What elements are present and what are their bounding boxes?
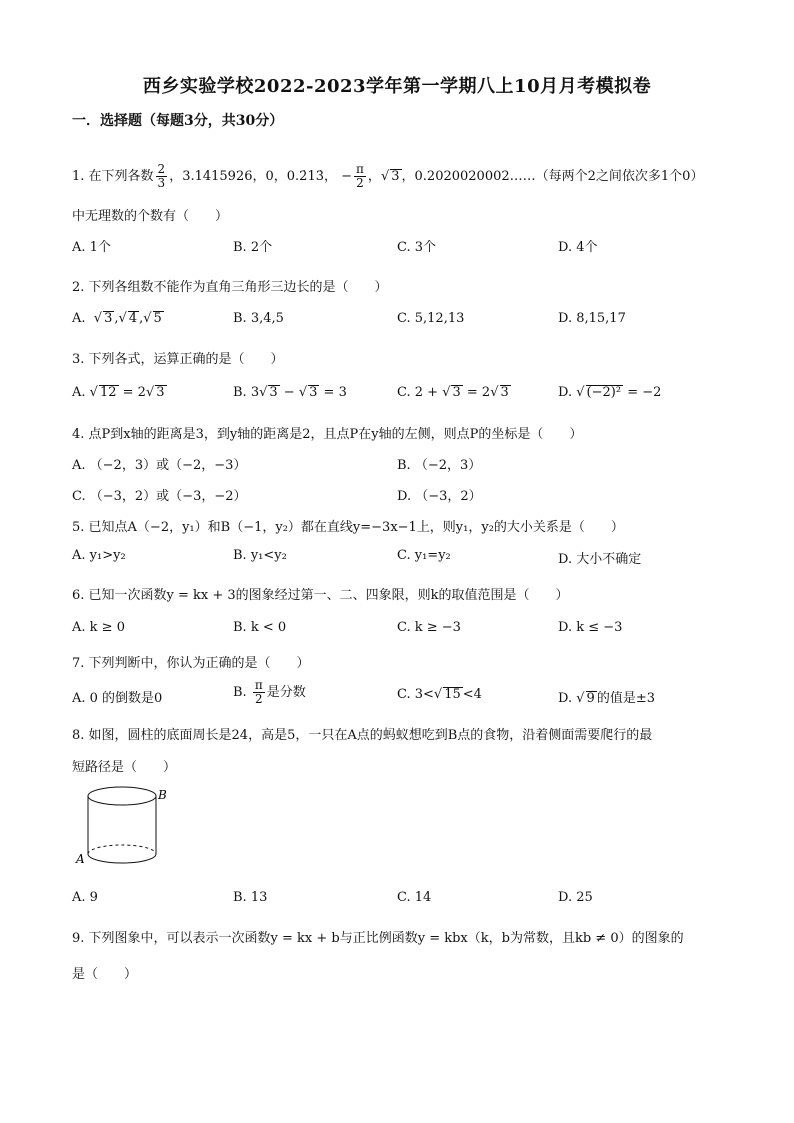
question-2-text: 2. 下列各组数不能作为直角三角形三边长的是（ ） (72, 280, 388, 295)
q5-option-b[interactable]: B. y₁<y₂ (233, 548, 287, 563)
cylinder-bottom-front (88, 854, 156, 863)
q2-option-c[interactable]: C. 5,12,13 (397, 311, 465, 326)
q7-option-c[interactable]: C. 3<√ 15 <4 (397, 687, 482, 702)
question-6-text: 6. 已知一次函数y = kx + 3的图象经过第一、二、四象限，则k的取值范围是（ ） (72, 588, 569, 603)
q1-option-d[interactable]: D. 4个 (558, 240, 598, 255)
q3-option-a[interactable]: A. √ 12 = 2√ 3 (72, 385, 165, 400)
q8-option-d[interactable]: D. 25 (558, 890, 593, 905)
question-1-line-1: 1. 在下列各数 $\frac{2}{3}$ ，3.1415926，0，0.2̇13̇， − $\frac{\pi}{2}$ ，√ 3 ，0.2020020002……（每两个2之间依次多1个0） (72, 162, 704, 191)
q8-option-b[interactable]: B. 13 (233, 890, 268, 905)
question-5-text: 5. 已知点A（−2，y₁）和B（−1，y₂）都在直线y=−3x−1上，则y₁，y₂的大小关系是（ ） (72, 520, 624, 535)
question-1-line-2: 中无理数的个数有（ ） (72, 209, 229, 224)
q6-option-d[interactable]: D. k ≤ −3 (558, 620, 623, 635)
sqrt-icon: √ (380, 169, 390, 185)
question-7-text: 7. 下列判断中，你认为正确的是（ ） (72, 656, 310, 671)
q3-option-d[interactable]: D. √ (−2)² = −2 (558, 385, 662, 400)
point-a-label: A (76, 852, 85, 866)
exam-title: 西乡实验学校2022-2023学年第一学期八上10月月考模拟卷 (142, 76, 652, 97)
q3-option-c[interactable]: C. 2 + √ 3 = 2√ 3 (397, 385, 509, 400)
q2-option-b[interactable]: B. 3,4,5 (233, 311, 284, 326)
q4-option-c[interactable]: C. （−3，2）或（−3，−2） (72, 489, 247, 504)
q6-option-c[interactable]: C. k ≥ −3 (397, 620, 461, 635)
question-4-text: 4. 点P到x轴的距离是3，到y轴的距离是2，且点P在y轴的左侧，则点P的坐标是（ ） (72, 427, 583, 442)
q5-option-d[interactable]: D. 大小不确定 (558, 552, 642, 567)
q5-option-a[interactable]: A. y₁>y₂ (72, 548, 126, 563)
q5-option-c[interactable]: C. y₁=y₂ (397, 548, 451, 563)
q1-option-a[interactable]: A. 1个 (72, 240, 111, 255)
q7-option-b[interactable]: B. $\frac{\pi}{2}$ 是分数 (233, 678, 306, 707)
fraction-two-thirds: $\frac{2}{3}$ (157, 162, 166, 191)
q8-option-c[interactable]: C. 14 (397, 890, 432, 905)
q7-option-a[interactable]: A. 0 的倒数是0 (72, 691, 163, 706)
q4-option-d[interactable]: D. （−3，2） (397, 489, 482, 504)
question-3-text: 3. 下列各式，运算正确的是（ ） (72, 352, 284, 367)
point-b-label: B (158, 788, 167, 802)
repeating-decimal: 0.2̇13̇ (286, 169, 324, 185)
q8-option-a[interactable]: A. 9 (72, 890, 98, 905)
question-8-line-2: 短路径是（ ） (72, 760, 177, 775)
fraction-neg-pi-half: $\frac{\pi}{2}$ (356, 162, 364, 191)
question-9-line-1: 9. 下列图象中，可以表示一次函数y = kx + b与正比例函数y = kbx（k，b为常数，且kb ≠ 0）的图象的 (72, 931, 684, 946)
q2-option-d[interactable]: D. 8,15,17 (558, 311, 626, 326)
q4-option-b[interactable]: B. （−2，3） (397, 458, 482, 473)
q2-option-a[interactable]: A. √ 3 ,√ 4 ,√ 5 (72, 311, 162, 326)
q1-option-b[interactable]: B. 2个 (233, 240, 273, 255)
q1-option-c[interactable]: C. 3个 (397, 240, 437, 255)
q6-option-b[interactable]: B. k < 0 (233, 620, 287, 635)
cylinder-top-ellipse (88, 787, 156, 805)
cylinder-bottom-back (88, 845, 156, 854)
q6-option-a[interactable]: A. k ≥ 0 (72, 620, 125, 635)
q3-option-b[interactable]: B. 3√ 3 − √ 3 = 3 (233, 385, 347, 400)
cylinder-figure (72, 783, 172, 873)
question-8-line-1: 8. 如图，圆柱的底面周长是24，高是5，一只在A点的蚂蚁想吃到B点的食物，沿着侧面需要爬行的最 (72, 728, 653, 743)
q7-option-d[interactable]: D. √ 9 的值是±3 (558, 691, 655, 706)
question-9-line-2: 是（ ） (72, 967, 138, 982)
section-heading: 一．选择题（每题3分，共30分） (72, 113, 284, 129)
q4-option-a[interactable]: A. （−2，3）或（−2，−3） (72, 458, 247, 473)
